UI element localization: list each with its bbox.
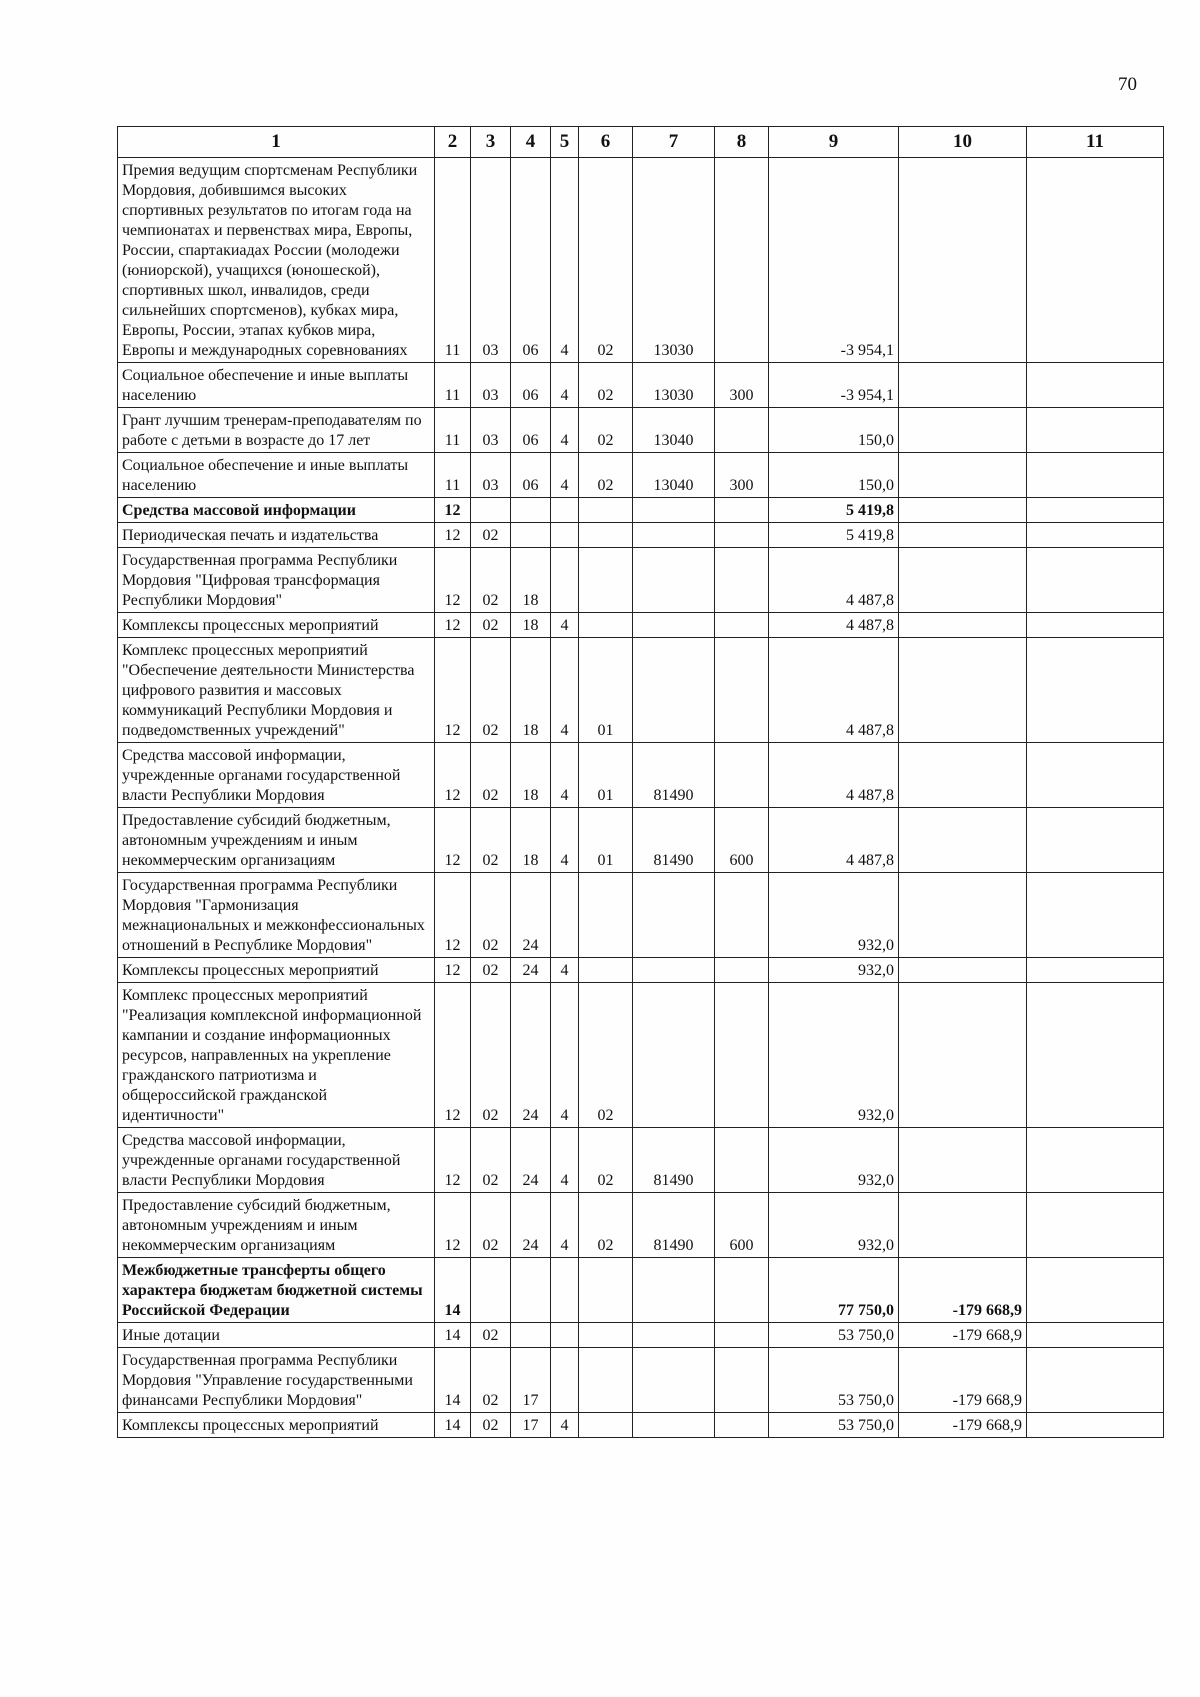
cell-col-9: 77 750,0 [769, 1258, 899, 1323]
cell-col-10 [899, 498, 1027, 523]
table-row [118, 363, 1164, 408]
table-row [118, 808, 1164, 873]
cell-col-7: 81490 [633, 1128, 715, 1193]
row-name-cell: Социальное обеспечение и иные выплаты населению [118, 453, 435, 498]
cell-col-9: 4 487,8 [769, 638, 899, 743]
cell-col-6 [579, 1323, 633, 1348]
cell-col-2: 12 [435, 613, 471, 638]
cell-col-6: 02 [579, 453, 633, 498]
cell-col-11 [1027, 873, 1164, 958]
row-name-cell: Межбюджетные трансферты общего характера бюджетам бюджетной системы Российской Федерации [118, 1258, 435, 1323]
cell-col-4: 24 [511, 983, 551, 1128]
cell-col-9: -3 954,1 [769, 158, 899, 363]
cell-col-3: 02 [471, 613, 511, 638]
cell-col-4: 06 [511, 408, 551, 453]
cell-col-4: 24 [511, 1128, 551, 1193]
cell-col-6: 02 [579, 983, 633, 1128]
cell-col-11 [1027, 613, 1164, 638]
table-row [118, 408, 1164, 453]
row-name-cell: Государственная программа Республики Мордовия "Гармонизация межнациональных и межконфессиональных отношений в Республике Мордовия" [118, 873, 435, 958]
cell-col-8 [715, 408, 769, 453]
cell-col-9: 4 487,8 [769, 548, 899, 613]
cell-col-2: 12 [435, 873, 471, 958]
cell-col-5: 4 [551, 808, 579, 873]
cell-col-11 [1027, 548, 1164, 613]
cell-col-3: 02 [471, 548, 511, 613]
table-row [118, 873, 1164, 958]
row-name-cell: Государственная программа Республики Мордовия "Цифровая трансформация Республики Мордовия" [118, 548, 435, 613]
table-row [118, 548, 1164, 613]
cell-col-2: 14 [435, 1413, 471, 1438]
cell-col-11 [1027, 523, 1164, 548]
cell-col-11 [1027, 1323, 1164, 1348]
cell-col-6 [579, 498, 633, 523]
cell-col-9: -3 954,1 [769, 363, 899, 408]
row-name-cell: Комплекс процессных мероприятий "Реализация комплексной информационной кампании и создание информационных ресурсов, направленных на укрепление гражданского патриотизма и общероссийской гражданской идентичности" [118, 983, 435, 1128]
cell-col-4: 18 [511, 638, 551, 743]
cell-col-8 [715, 873, 769, 958]
cell-col-11 [1027, 638, 1164, 743]
cell-col-2: 12 [435, 638, 471, 743]
cell-col-10: -179 668,9 [899, 1323, 1027, 1348]
cell-col-5 [551, 498, 579, 523]
cell-col-7 [633, 613, 715, 638]
cell-col-2: 12 [435, 498, 471, 523]
column-header-8: 8 [715, 127, 769, 158]
cell-col-8 [715, 498, 769, 523]
cell-col-10 [899, 743, 1027, 808]
cell-col-2: 12 [435, 548, 471, 613]
cell-col-7: 13030 [633, 158, 715, 363]
cell-col-10 [899, 1128, 1027, 1193]
cell-col-8 [715, 743, 769, 808]
cell-col-2: 11 [435, 363, 471, 408]
table-row [118, 638, 1164, 743]
cell-col-3: 02 [471, 1348, 511, 1413]
cell-col-6 [579, 1348, 633, 1413]
cell-col-8 [715, 158, 769, 363]
cell-col-3: 03 [471, 408, 511, 453]
table-row [118, 1323, 1164, 1348]
cell-col-4: 18 [511, 743, 551, 808]
cell-col-5 [551, 1348, 579, 1413]
page-number: 70 [1118, 74, 1137, 95]
cell-col-10 [899, 808, 1027, 873]
cell-col-6 [579, 1413, 633, 1438]
cell-col-7: 13040 [633, 453, 715, 498]
cell-col-4: 06 [511, 158, 551, 363]
cell-col-6: 02 [579, 408, 633, 453]
cell-col-4: 18 [511, 548, 551, 613]
cell-col-7 [633, 1348, 715, 1413]
table-row [118, 613, 1164, 638]
cell-col-5 [551, 873, 579, 958]
cell-col-9: 932,0 [769, 873, 899, 958]
row-name-cell: Комплексы процессных мероприятий [118, 1413, 435, 1438]
cell-col-8 [715, 638, 769, 743]
cell-col-5: 4 [551, 613, 579, 638]
table-row [118, 1348, 1164, 1413]
cell-col-11 [1027, 1193, 1164, 1258]
cell-col-6 [579, 523, 633, 548]
cell-col-6: 02 [579, 158, 633, 363]
cell-col-8 [715, 958, 769, 983]
cell-col-3: 02 [471, 983, 511, 1128]
table-row [118, 158, 1164, 363]
cell-col-4: 18 [511, 613, 551, 638]
cell-col-5: 4 [551, 1193, 579, 1258]
cell-col-11 [1027, 158, 1164, 363]
cell-col-11 [1027, 1348, 1164, 1413]
cell-col-5: 4 [551, 743, 579, 808]
cell-col-10 [899, 408, 1027, 453]
cell-col-2: 12 [435, 983, 471, 1128]
cell-col-8 [715, 548, 769, 613]
cell-col-5 [551, 1258, 579, 1323]
cell-col-4: 06 [511, 453, 551, 498]
row-name-cell: Средства массовой информации [118, 498, 435, 523]
cell-col-10: -179 668,9 [899, 1258, 1027, 1323]
cell-col-5: 4 [551, 983, 579, 1128]
cell-col-2: 12 [435, 958, 471, 983]
table-body [118, 158, 1164, 1438]
cell-col-6: 02 [579, 1193, 633, 1258]
cell-col-9: 150,0 [769, 453, 899, 498]
cell-col-7 [633, 873, 715, 958]
row-name-cell: Премия ведущим спортсменам Республики Мордовия, добившимся высоких спортивных результатов по итогам года на чемпионатах и первенствах мира, Европы, России, спартакиадах России (молодежи (юниорской), учащихся (юношеской), спортивных школ, инвалидов, среди сильнейших спортсменов), кубках мира, Европы, России, этапах кубков мира, Европы и международных соревнованиях [118, 158, 435, 363]
cell-col-8 [715, 1413, 769, 1438]
table-row [118, 1413, 1164, 1438]
cell-col-7 [633, 498, 715, 523]
cell-col-2: 14 [435, 1258, 471, 1323]
cell-col-9: 4 487,8 [769, 808, 899, 873]
cell-col-4 [511, 1323, 551, 1348]
cell-col-10: -179 668,9 [899, 1348, 1027, 1413]
cell-col-10 [899, 548, 1027, 613]
table-row [118, 1258, 1164, 1323]
table-row [118, 743, 1164, 808]
row-name-cell: Средства массовой информации, учрежденные органами государственной власти Республики Мордовия [118, 1128, 435, 1193]
cell-col-7 [633, 983, 715, 1128]
cell-col-7: 81490 [633, 808, 715, 873]
cell-col-3: 02 [471, 743, 511, 808]
cell-col-7 [633, 958, 715, 983]
cell-col-10 [899, 523, 1027, 548]
cell-col-2: 12 [435, 523, 471, 548]
cell-col-4: 24 [511, 958, 551, 983]
table-row [118, 958, 1164, 983]
cell-col-8 [715, 983, 769, 1128]
cell-col-7 [633, 1258, 715, 1323]
cell-col-9: 932,0 [769, 1128, 899, 1193]
cell-col-3: 02 [471, 638, 511, 743]
cell-col-10 [899, 363, 1027, 408]
table-row [118, 1128, 1164, 1193]
column-header-11: 11 [1027, 127, 1164, 158]
cell-col-5: 4 [551, 158, 579, 363]
cell-col-5: 4 [551, 453, 579, 498]
cell-col-11 [1027, 1258, 1164, 1323]
cell-col-3: 02 [471, 873, 511, 958]
cell-col-3: 02 [471, 958, 511, 983]
cell-col-6: 01 [579, 743, 633, 808]
cell-col-5: 4 [551, 958, 579, 983]
table-row [118, 453, 1164, 498]
cell-col-7: 13030 [633, 363, 715, 408]
cell-col-3: 02 [471, 1323, 511, 1348]
column-header-9: 9 [769, 127, 899, 158]
cell-col-7: 13040 [633, 408, 715, 453]
cell-col-2: 14 [435, 1348, 471, 1413]
cell-col-7: 81490 [633, 1193, 715, 1258]
cell-col-3: 03 [471, 158, 511, 363]
cell-col-9: 53 750,0 [769, 1348, 899, 1413]
cell-col-10 [899, 983, 1027, 1128]
row-name-cell: Комплексы процессных мероприятий [118, 958, 435, 983]
cell-col-4: 18 [511, 808, 551, 873]
cell-col-2: 14 [435, 1323, 471, 1348]
cell-col-9: 5 419,8 [769, 523, 899, 548]
cell-col-8: 300 [715, 363, 769, 408]
row-name-cell: Комплексы процессных мероприятий [118, 613, 435, 638]
cell-col-8 [715, 1348, 769, 1413]
cell-col-4 [511, 523, 551, 548]
table-row [118, 498, 1164, 523]
row-name-cell: Периодическая печать и издательства [118, 523, 435, 548]
cell-col-8 [715, 523, 769, 548]
cell-col-9: 4 487,8 [769, 613, 899, 638]
cell-col-9: 150,0 [769, 408, 899, 453]
cell-col-6: 02 [579, 1128, 633, 1193]
cell-col-4: 17 [511, 1348, 551, 1413]
cell-col-4: 17 [511, 1413, 551, 1438]
cell-col-5 [551, 523, 579, 548]
row-name-cell: Грант лучшим тренерам-преподавателям по работе с детьми в возрасте до 17 лет [118, 408, 435, 453]
cell-col-6 [579, 1258, 633, 1323]
cell-col-9: 53 750,0 [769, 1413, 899, 1438]
cell-col-7 [633, 548, 715, 613]
cell-col-8 [715, 1323, 769, 1348]
column-header-6: 6 [579, 127, 633, 158]
column-header-4: 4 [511, 127, 551, 158]
cell-col-5: 4 [551, 1128, 579, 1193]
table-row [118, 983, 1164, 1128]
cell-col-10 [899, 873, 1027, 958]
cell-col-6: 02 [579, 363, 633, 408]
cell-col-11 [1027, 1413, 1164, 1438]
cell-col-5: 4 [551, 408, 579, 453]
cell-col-5: 4 [551, 363, 579, 408]
cell-col-8: 600 [715, 808, 769, 873]
cell-col-11 [1027, 453, 1164, 498]
cell-col-11 [1027, 808, 1164, 873]
cell-col-7 [633, 1413, 715, 1438]
cell-col-5 [551, 548, 579, 613]
cell-col-3: 02 [471, 523, 511, 548]
cell-col-3: 02 [471, 1193, 511, 1258]
cell-col-4: 24 [511, 873, 551, 958]
cell-col-9: 5 419,8 [769, 498, 899, 523]
cell-col-9: 932,0 [769, 1193, 899, 1258]
cell-col-9: 53 750,0 [769, 1323, 899, 1348]
cell-col-10 [899, 1193, 1027, 1258]
cell-col-10: -179 668,9 [899, 1413, 1027, 1438]
budget-table [117, 126, 1164, 1438]
cell-col-3: 03 [471, 363, 511, 408]
cell-col-7 [633, 638, 715, 743]
cell-col-4 [511, 1258, 551, 1323]
cell-col-7: 81490 [633, 743, 715, 808]
cell-col-5 [551, 1323, 579, 1348]
cell-col-4: 24 [511, 1193, 551, 1258]
cell-col-11 [1027, 983, 1164, 1128]
cell-col-6 [579, 548, 633, 613]
cell-col-2: 12 [435, 1193, 471, 1258]
cell-col-8: 300 [715, 453, 769, 498]
cell-col-3 [471, 1258, 511, 1323]
cell-col-6 [579, 613, 633, 638]
cell-col-9: 932,0 [769, 958, 899, 983]
column-header-2: 2 [435, 127, 471, 158]
cell-col-11 [1027, 408, 1164, 453]
column-header-1: 1 [118, 127, 435, 158]
cell-col-7 [633, 523, 715, 548]
cell-col-7 [633, 1323, 715, 1348]
cell-col-8 [715, 613, 769, 638]
cell-col-3: 02 [471, 1413, 511, 1438]
cell-col-2: 11 [435, 453, 471, 498]
cell-col-4 [511, 498, 551, 523]
row-name-cell: Комплекс процессных мероприятий "Обеспечение деятельности Министерства цифрового развития и массовых коммуникаций Республики Мордовия и подведомственных учреждений" [118, 638, 435, 743]
cell-col-2: 12 [435, 743, 471, 808]
cell-col-10 [899, 453, 1027, 498]
cell-col-10 [899, 958, 1027, 983]
row-name-cell: Средства массовой информации, учрежденные органами государственной власти Республики Мордовия [118, 743, 435, 808]
cell-col-3 [471, 498, 511, 523]
cell-col-5: 4 [551, 638, 579, 743]
cell-col-3: 02 [471, 808, 511, 873]
cell-col-8: 600 [715, 1193, 769, 1258]
cell-col-2: 12 [435, 1128, 471, 1193]
cell-col-3: 03 [471, 453, 511, 498]
cell-col-10 [899, 638, 1027, 743]
cell-col-2: 12 [435, 808, 471, 873]
cell-col-10 [899, 158, 1027, 363]
header-row [118, 127, 1164, 158]
cell-col-5: 4 [551, 1413, 579, 1438]
cell-col-6 [579, 873, 633, 958]
row-name-cell: Предоставление субсидий бюджетным, автономным учреждениям и иным некоммерческим организациям [118, 808, 435, 873]
cell-col-10 [899, 613, 1027, 638]
column-header-7: 7 [633, 127, 715, 158]
column-header-5: 5 [551, 127, 579, 158]
table-row [118, 1193, 1164, 1258]
cell-col-9: 4 487,8 [769, 743, 899, 808]
row-name-cell: Иные дотации [118, 1323, 435, 1348]
cell-col-6 [579, 958, 633, 983]
column-header-10: 10 [899, 127, 1027, 158]
row-name-cell: Предоставление субсидий бюджетным, автономным учреждениям и иным некоммерческим организациям [118, 1193, 435, 1258]
cell-col-8 [715, 1258, 769, 1323]
column-header-3: 3 [471, 127, 511, 158]
cell-col-11 [1027, 958, 1164, 983]
cell-col-11 [1027, 743, 1164, 808]
row-name-cell: Социальное обеспечение и иные выплаты населению [118, 363, 435, 408]
cell-col-4: 06 [511, 363, 551, 408]
cell-col-3: 02 [471, 1128, 511, 1193]
cell-col-11 [1027, 498, 1164, 523]
row-name-cell: Государственная программа Республики Мордовия "Управление государственными финансами Республики Мордовия" [118, 1348, 435, 1413]
cell-col-6: 01 [579, 808, 633, 873]
cell-col-2: 11 [435, 158, 471, 363]
table-row [118, 523, 1164, 548]
cell-col-11 [1027, 363, 1164, 408]
cell-col-6: 01 [579, 638, 633, 743]
cell-col-9: 932,0 [769, 983, 899, 1128]
cell-col-2: 11 [435, 408, 471, 453]
cell-col-8 [715, 1128, 769, 1193]
cell-col-11 [1027, 1128, 1164, 1193]
